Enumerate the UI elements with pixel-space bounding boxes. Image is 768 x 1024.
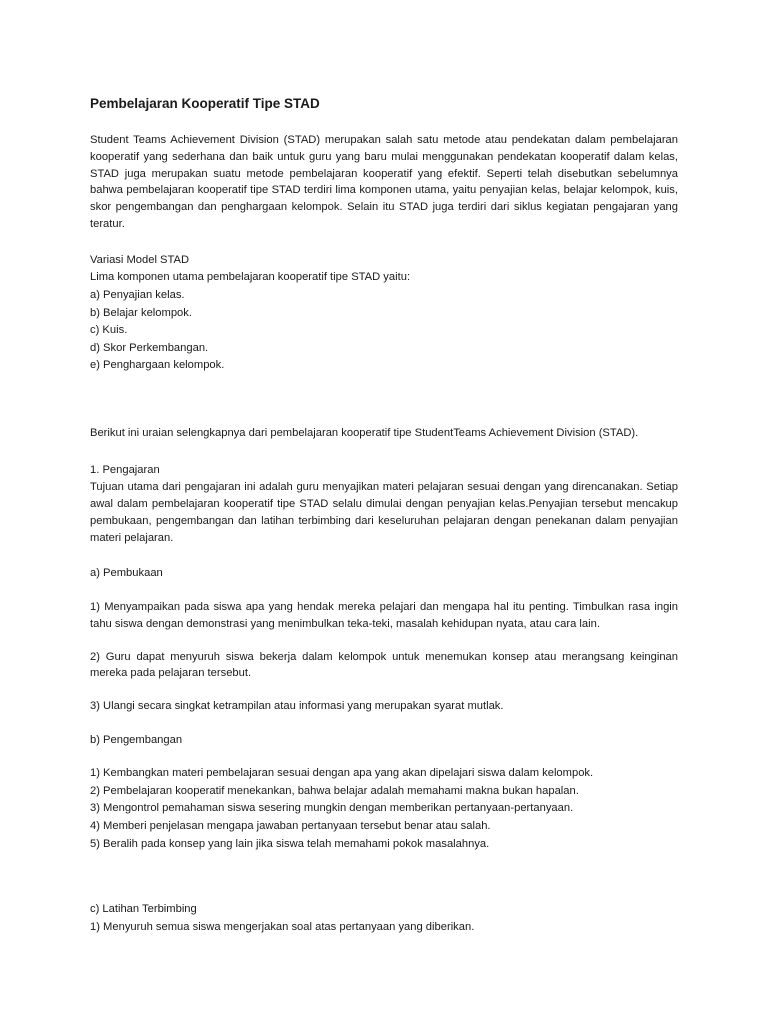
- pembukaan-heading: a) Pembukaan: [90, 567, 163, 580]
- variasi-heading: Variasi Model STAD: [90, 253, 190, 266]
- latihan-heading: c) Latihan Terbimbing: [90, 903, 197, 916]
- list-item: 3) Ulangi secara singkat ketrampilan atau informasi yang merupakan syarat mutlak.: [90, 700, 504, 713]
- variasi-lead: Lima komponen utama pembelajaran kooperatif tipe STAD yaitu:: [90, 271, 411, 284]
- list-item: 3) Mengontrol pemahaman siswa sesering mungkin dengan memberikan pertanyaan-pertanyaan.: [90, 802, 574, 815]
- list-item: 1) Kembangkan materi pembelajaran sesuai dengan apa yang akan dipelajari siswa dalam kelompok.: [90, 767, 594, 780]
- list-item: e) Penghargaan kelompok.: [90, 359, 225, 372]
- pembukaan-section: [90, 565, 678, 715]
- list-item: c) Kuis.: [90, 324, 128, 337]
- pengajaran-paragraph: Tujuan utama dari pengajaran ini adalah guru menyajikan materi pelajaran sesuai dengan yang direncanakan. Setiap awal dalam pembelajaran kooperatif tipe STAD selalu dimulai dengan penyajian kelas.Penyajian tersebut mencakup pembukaan, pengembangan dan latihan terbimbing dari keseluruhan pelajaran dengan penekanan dalam penyajian materi pelajaran.: [90, 481, 678, 544]
- list-item: 4) Memberi penjelasan mengapa jawaban pertanyaan tersebut benar atau salah.: [90, 820, 491, 833]
- variasi-section: [90, 252, 678, 375]
- document-title: Pembelajaran Kooperatif Tipe STAD: [90, 96, 320, 111]
- latihan-section: [90, 901, 678, 936]
- pengembangan-section: [90, 732, 678, 854]
- berikut-paragraph: Berikut ini uraian selengkapnya dari pembelajaran kooperatif tipe StudentTeams Achievement Division (STAD).: [90, 426, 639, 439]
- list-item: 1) Menyuruh semua siswa mengerjakan soal atas pertanyaan yang diberikan.: [90, 920, 475, 933]
- list-item: 2) Pembelajaran kooperatif menekankan, bahwa belajar adalah memahami makna bukan hapalan.: [90, 784, 579, 797]
- list-item: 5) Beralih pada konsep yang lain jika siswa telah memahami pokok masalahnya.: [90, 837, 490, 850]
- intro-paragraph: Student Teams Achievement Division (STAD) merupakan salah satu metode atau pendekatan dalam pembelajaran kooperatif yang sederhana dan baik untuk guru yang baru mulai menggunakan pendekatan kooperatif dalam kelas, STAD juga merupakan suatu metode pembelajaran kooperatif yang efektif. Seperti telah disebutkan sebelumnya bahwa pembelajaran kooperatif tipe STAD terdiri lima komponen utama, yaitu penyajian kelas, belajar kelompok, kuis, skor pengembangan dan penghargaan kelompok. Selain itu STAD juga terdiri dari siklus kegiatan pengajaran yang teratur.: [90, 134, 678, 230]
- list-item: d) Skor Perkembangan.: [90, 341, 209, 354]
- list-item: 1) Menyampaikan pada siswa apa yang hendak mereka pelajari dan mengapa hal itu penting. Timbulkan rasa ingin tahu siswa dengan demonstrasi yang menimbulkan teka-teki, masalah kehidupan nyata, atau cara lain.: [90, 600, 678, 630]
- pengajaran-section: [90, 462, 678, 547]
- list-item: 2) Guru dapat menyuruh siswa bekerja dalam kelompok untuk menemukan konsep atau merangsang keinginan mereka pada pelajaran tersebut.: [90, 650, 678, 680]
- pengembangan-heading: b) Pengembangan: [90, 733, 183, 746]
- list-item: b) Belajar kelompok.: [90, 306, 192, 319]
- list-item: a) Penyajian kelas.: [90, 288, 185, 301]
- pengajaran-heading: 1. Pengajaran: [90, 463, 160, 476]
